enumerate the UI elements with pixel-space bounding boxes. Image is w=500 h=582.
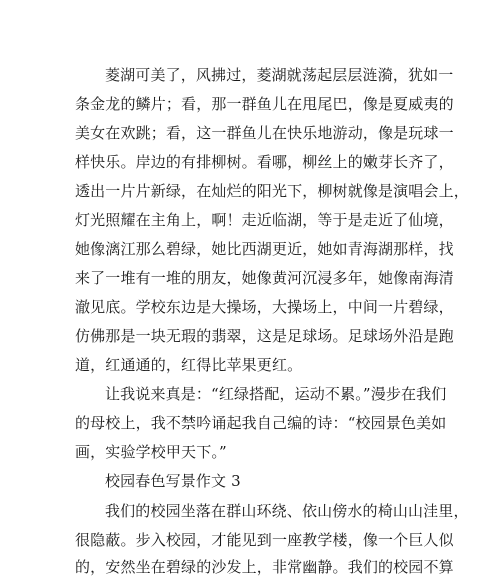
- paragraph-line: 透出一片片新绿，在灿烂的阳光下，柳树就像是演唱会上，: [75, 182, 469, 200]
- paragraph-line: 条金龙的鳞片；看，那一群鱼儿在甩尾巴，像是夏威夷的: [75, 95, 454, 113]
- paragraph-line: 仿佛那是一块无瑕的翡翠，这是足球场。足球场外沿是跑: [75, 327, 454, 345]
- paragraph-line: 她像漓江那么碧绿，她比西湖更近，她如青海湖那样，找: [75, 240, 454, 258]
- paragraph-line: 很隐蔽。步入校园，才能见到一座教学楼，像一个巨人似: [75, 531, 454, 549]
- paragraph-line: 道，红通通的，红得比苹果更红。: [75, 356, 303, 374]
- paragraph-line: 画，实验学校甲天下。”: [75, 443, 227, 461]
- paragraph-line: 样快乐。岸边的有排柳树。看哪，柳丝上的嫩芽长齐了，: [75, 153, 454, 171]
- paragraph-line: 菱湖可美了，风拂过，菱湖就荡起层层涟漪，犹如一: [105, 66, 454, 84]
- paragraph-line: 澈见底。学校东边是大操场，大操场上，中间一片碧绿，: [75, 298, 454, 316]
- paragraph-line: 灯光照耀在主角上，啊！走近临湖，等于是走近了仙境，: [75, 211, 454, 229]
- paragraph-line: 美女在欢跳；看，这一群鱼儿在快乐地游动，像是玩球一: [75, 124, 454, 142]
- paragraph-line: 的，安然坐在碧绿的沙发上，非常幽静。我们的校园不算: [75, 558, 454, 576]
- paragraph-line: 来了一堆有一堆的朋友，她像黄河沉浸多年，她像南海清: [75, 269, 454, 287]
- section-heading: 校园春色写景作文 3: [105, 472, 241, 490]
- paragraph-line: 我们的校园坐落在群山环绕、依山傍水的椅山山洼里，: [105, 502, 469, 520]
- paragraph-line: 的母校上，我不禁吟诵起我自己编的诗：“校园景色美如: [75, 414, 447, 432]
- paragraph-line: 让我说来真是：“红绿搭配，运动不累。”漫步在我们: [105, 385, 447, 403]
